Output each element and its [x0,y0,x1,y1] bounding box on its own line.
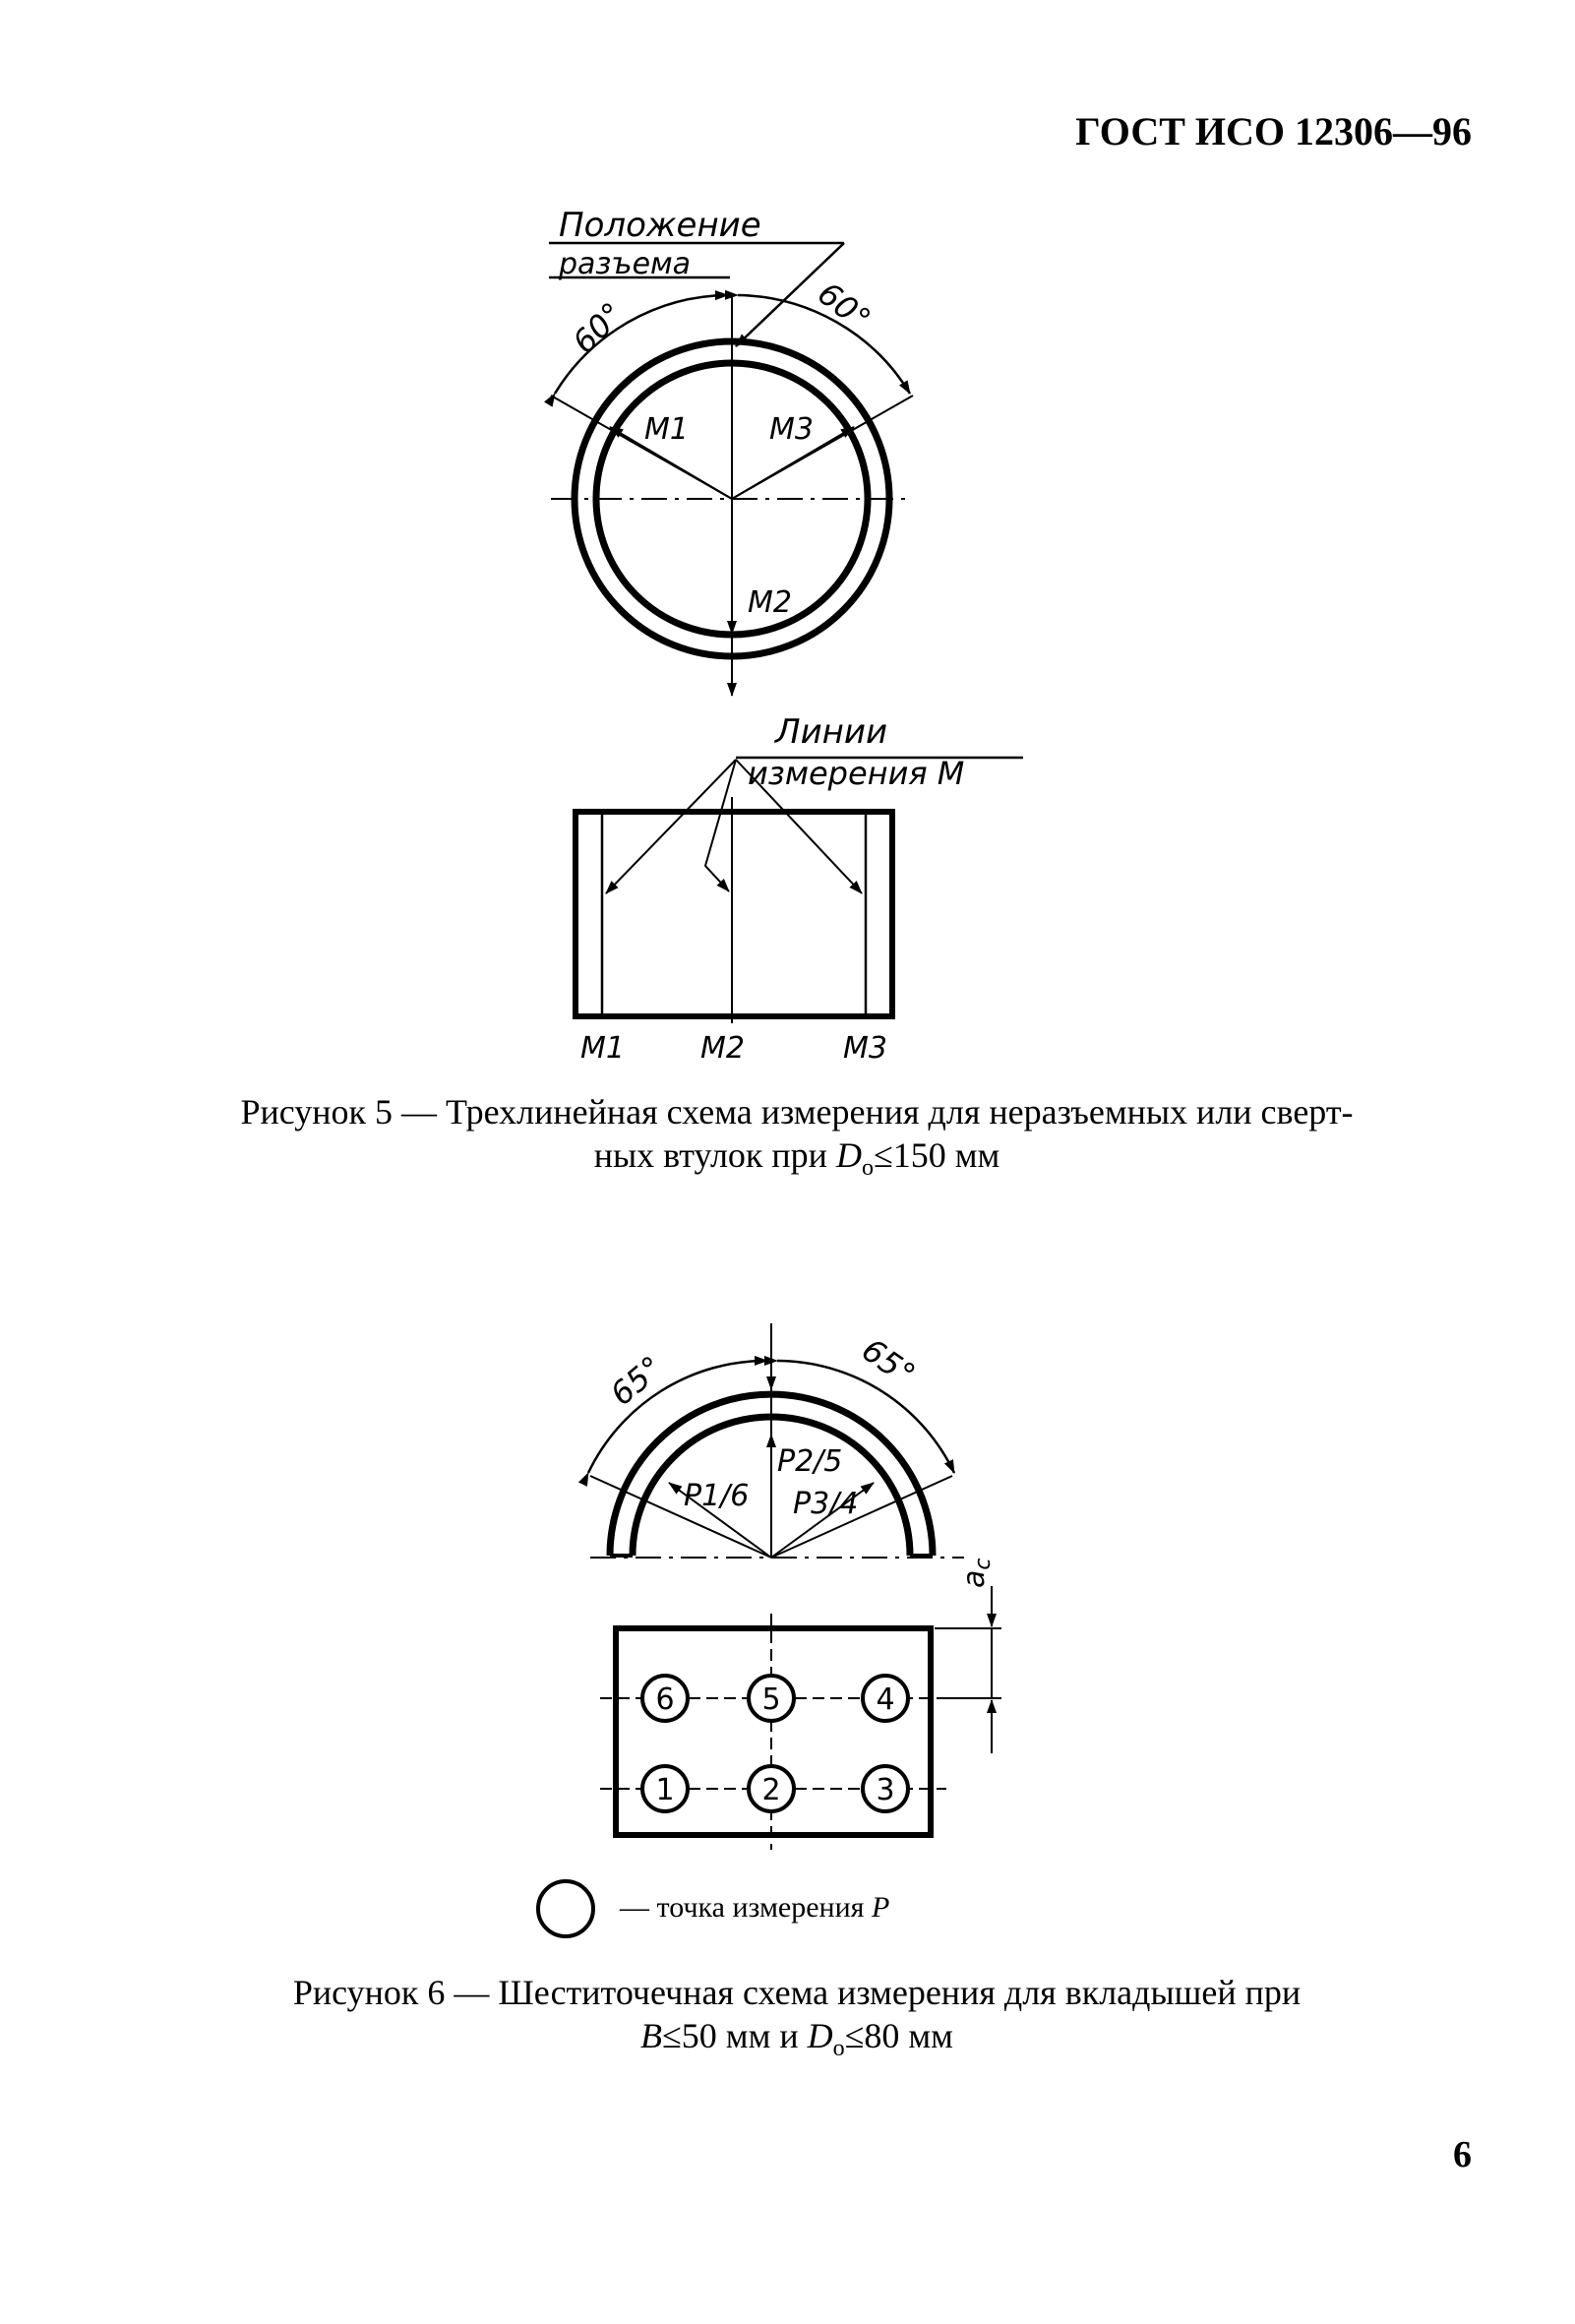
page-number: 6 [1453,2134,1472,2175]
point-6 [642,1676,688,1721]
point-5 [749,1676,794,1721]
angle-left-label: 60° [565,294,632,361]
figure-6-caption [98,1971,1495,2070]
split-label-2: разъема [559,247,692,281]
lines-label-1: Линии [775,712,888,752]
lines-label-2: измерения M [748,755,965,792]
half-bearing-plan-view [600,1614,946,1850]
m3-bottom-label: M3 [843,1031,887,1066]
svg-text:5: 5 [761,1682,781,1717]
legend-text: — точка измерения P [620,1891,890,1924]
m3-label: M3 [769,412,814,447]
m2-label: M2 [748,585,792,620]
svg-text:2: 2 [761,1773,781,1807]
point-1 [642,1766,688,1811]
p25-label: P2/5 [777,1444,843,1479]
figure-5-caption-line2: ных втулок при $D_o\le 150$ мм [593,1135,1000,1182]
figure-5-diagram [0,177,1575,1220]
m1-bottom-label: M1 [580,1031,625,1066]
point-3 [863,1766,908,1811]
standard-header: ГОСТ ИСО 12306—96 [1075,109,1472,153]
split-label-1: Положение [559,206,761,245]
legend-circle-icon [531,1874,600,1943]
figure-5-caption-line1: Рисунок 5 — Трехлинейная схема измерения для неразъемных или сверт- [240,1092,1354,1131]
point-2 [749,1766,794,1811]
angle-65-right-label: 65° [855,1330,923,1394]
point-4 [863,1676,908,1721]
figure-6-diagram [0,1309,1575,1860]
figure-6-caption-line1: Рисунок 6 — Шеститочечная схема измерения для вкладышей при [292,1973,1302,2012]
svg-text:3: 3 [876,1773,895,1807]
angle-65-left-label: 65° [603,1348,670,1414]
svg-text:6: 6 [655,1682,675,1717]
svg-text:4: 4 [876,1682,895,1717]
ac-label: $a_c$ [957,1558,996,1588]
figure-6-caption-line2: B≤50 мм и $D_o\le 80$ мм [640,2016,953,2062]
p34-label: P3/4 [793,1487,859,1521]
p16-label: P1/6 [684,1479,750,1513]
figure-5-caption [98,1090,1495,1190]
m1-label: M1 [644,412,689,447]
svg-text:1: 1 [655,1773,675,1807]
bushing-side-view [575,797,892,1023]
m2-bottom-label: M2 [700,1031,745,1066]
angle-right-label: 60° [811,274,878,338]
